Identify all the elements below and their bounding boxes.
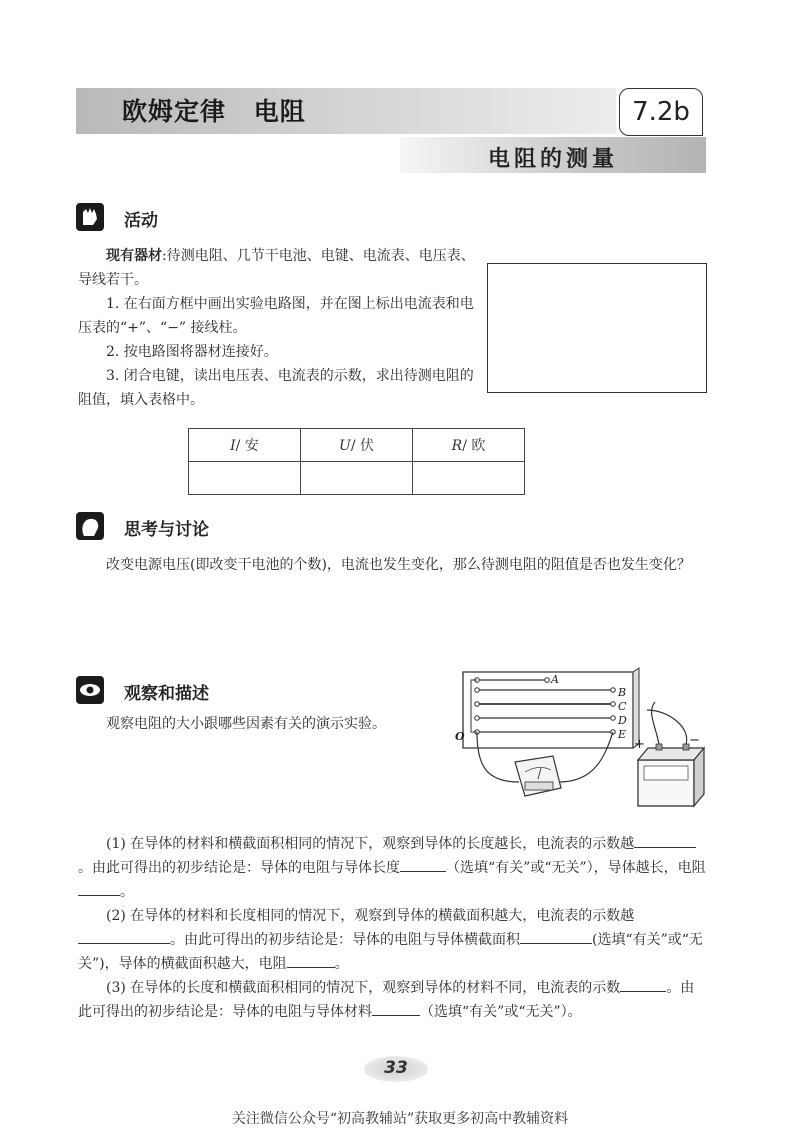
discussion-heading: 思考与讨论 — [124, 520, 209, 540]
activity-step-2: 2. 按电路图将器材连接好。 — [106, 344, 278, 360]
circuit-drawing-box — [487, 263, 707, 393]
table-header-cell: U/ 伏 — [301, 429, 413, 462]
data-table — [188, 428, 525, 495]
question-2: (2) 在导体的材料和长度相同的情况下，观察到导体的横截面积越大，电流表的示数越。由此可得出的初步结论是：导体的电阻与导体横截面积 (选填“有关”或“无关”)，导体的横截面积越大，电阻 。 — [78, 908, 703, 972]
board-side — [633, 668, 639, 748]
label-c: C — [618, 700, 627, 713]
resistance-apparatus-figure — [455, 664, 715, 814]
label-b: B — [618, 686, 627, 699]
answer-blank[interactable] — [400, 856, 446, 872]
observe-eye-icon — [76, 676, 104, 704]
discussion-head-icon — [76, 512, 104, 540]
answer-blank[interactable] — [634, 832, 696, 848]
table-header-cell: R/ 欧 — [413, 429, 525, 462]
activity-text — [78, 244, 476, 412]
table-header-cell: I/ 安 — [189, 429, 301, 462]
activity-heading: 活动 — [124, 211, 158, 231]
label-a: A — [551, 673, 559, 686]
minus-label: − — [689, 733, 700, 748]
answer-blank[interactable] — [372, 1000, 420, 1016]
activity-step-1: 1. 在右面方框中画出实验电路图，并在图上标出电流表和电压表的“+”、“−” 接线柱。 — [78, 296, 474, 336]
observe-heading: 观察和描述 — [124, 684, 209, 704]
answer-blank[interactable] — [287, 952, 335, 968]
questions-block — [78, 832, 708, 1024]
section-number: 7.2b — [619, 88, 703, 136]
table-input-cell[interactable] — [189, 462, 301, 495]
answer-blank[interactable] — [78, 880, 120, 896]
page-number: 33 — [384, 1058, 408, 1078]
chapter-title: 欧姆定律 电阻 — [122, 97, 306, 126]
label-e: E — [618, 728, 627, 741]
answer-blank[interactable] — [620, 976, 666, 992]
label-o: O — [455, 730, 465, 743]
materials-label: 现有器材 — [106, 248, 162, 264]
wire-board — [463, 672, 633, 748]
table-input-cell[interactable] — [413, 462, 525, 495]
plus-label: + — [634, 737, 645, 752]
materials-text: :待测电阻、几节干电池、电键、电流表、电压表、导线若干。 — [78, 248, 475, 288]
answer-blank[interactable] — [78, 928, 170, 944]
label-d: D — [618, 714, 627, 727]
activity-hand-icon — [76, 203, 104, 231]
footer-note: 关注微信公众号“初高教辅站”获取更多初高中教辅资料 — [231, 1111, 569, 1127]
activity-step-3: 3. 闭合电键，读出电压表、电流表的示数，求出待测电阻的阻值，填入表格中。 — [78, 368, 474, 408]
answer-blank[interactable] — [520, 928, 592, 944]
observe-text: 观察电阻的大小跟哪些因素有关的演示实验。 — [106, 716, 386, 732]
discussion-text: 改变电源电压(即改变干电池的个数)，电流也发生变化，那么待测电阻的阻值是否也发生变化？ — [106, 557, 691, 573]
table-row — [189, 462, 525, 495]
table-input-cell[interactable] — [301, 462, 413, 495]
table-header-row — [189, 429, 525, 462]
question-1: (1) 在导体的材料和横截面积相同的情况下，观察到导体的长度越长，电流表的示数越。由此可得出的初步结论是：导体的电阻与导体长度 （选填“有关”或“无关”），导体越长，电阻。 — [78, 832, 708, 904]
question-3: (3) 在导体的长度和横截面积相同的情况下，观察到导体的材料不同，电流表的示数 。由此可得出的初步结论是：导体的电阻与导体材料 （选填“有关”或“无关”）。 — [78, 976, 708, 1024]
section-subtitle: 电阻的测量 — [488, 146, 619, 172]
